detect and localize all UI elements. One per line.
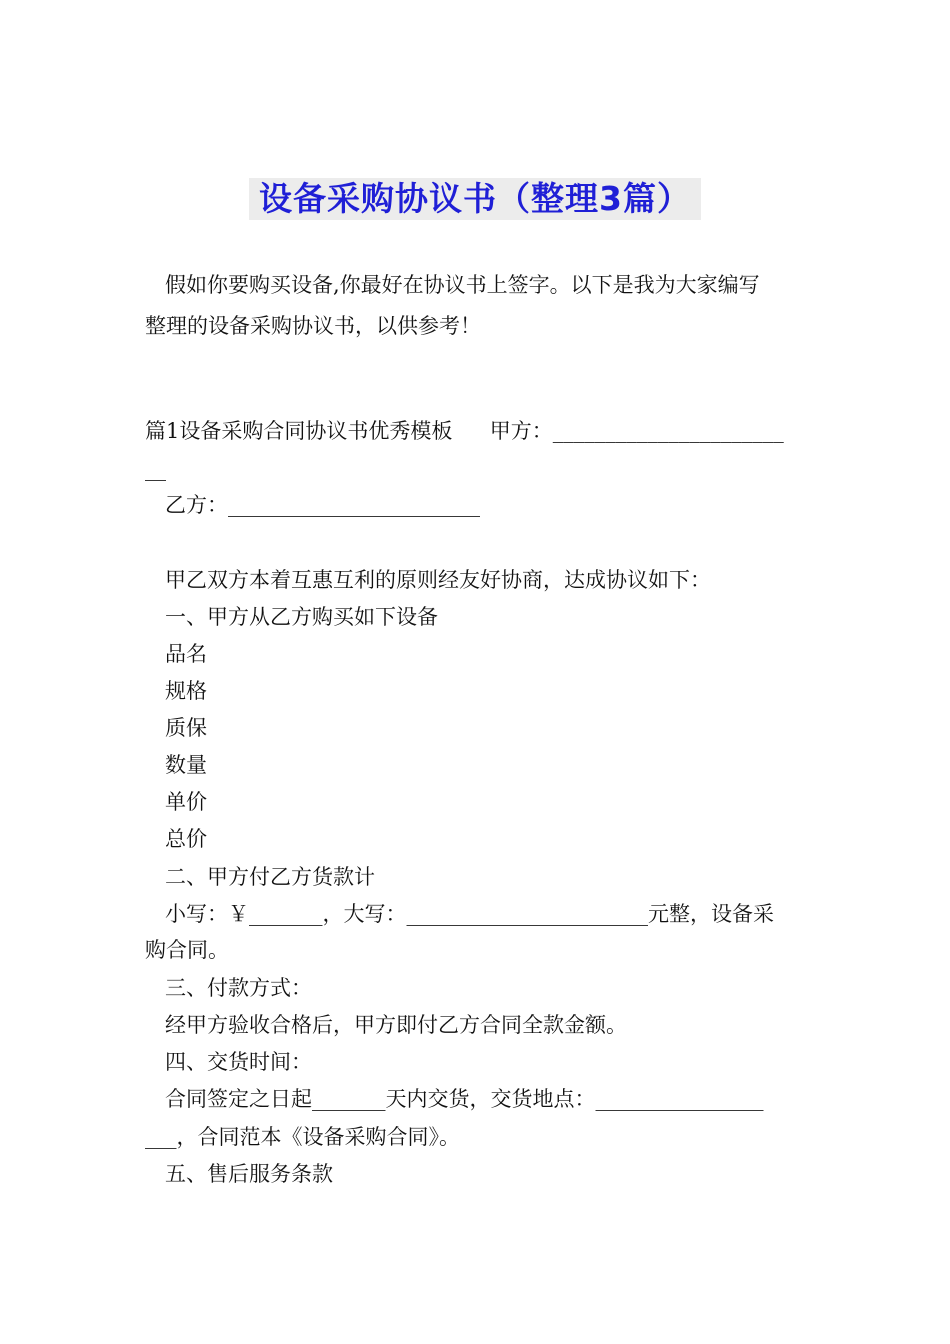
item-total-price: 总价 <box>165 827 207 851</box>
payment-terms: 经甲方验收合格后，甲方即付乙方合同全款金额。 <box>165 1013 627 1037</box>
section-heading-line <box>145 416 810 446</box>
title-container <box>0 178 950 220</box>
clause-1: 一、甲方从乙方购买如下设备 <box>165 605 438 629</box>
intro-line-2: 整理的设备采购协议书，以供参考！ <box>145 314 481 338</box>
amount-line-2: 购合同。 <box>145 938 229 962</box>
delivery-line-2: ___，合同范本《设备采购合同》。 <box>145 1125 460 1149</box>
delivery-line-1: 合同签定之日起_______天内交货，交货地点：________________ <box>165 1087 764 1111</box>
clause-5: 五、售后服务条款 <box>165 1162 333 1186</box>
clause-2: 二、甲方付乙方货款计 <box>165 865 375 889</box>
clause-3: 三、付款方式： <box>165 976 312 1000</box>
item-name: 品名 <box>165 642 207 666</box>
party-b-line: 乙方：________________________ <box>165 493 480 517</box>
item-spec: 规格 <box>165 679 207 703</box>
agreement-line: 甲乙双方本着互惠互利的原则经友好协商，达成协议如下： <box>165 568 711 592</box>
party-a-blank-continued: __ <box>145 457 166 481</box>
item-unit-price: 单价 <box>165 790 207 814</box>
item-quantity: 数量 <box>165 753 207 777</box>
clause-4: 四、交货时间： <box>165 1050 312 1074</box>
item-warranty: 质保 <box>165 716 207 740</box>
amount-line-1: 小写：￥_______，大写：_______________________元整，设备采 <box>165 902 774 926</box>
document-title: 设备采购协议书（整理3篇） <box>249 178 701 220</box>
party-a-label: 甲方： <box>489 419 553 443</box>
section-heading: 篇1设备采购合同协议书优秀模板 <box>145 419 453 443</box>
party-a-blank: ______________________ <box>552 419 784 443</box>
intro-line-1: 假如你要购买设备,你最好在协议书上签字。以下是我为大家编写 <box>165 273 760 297</box>
